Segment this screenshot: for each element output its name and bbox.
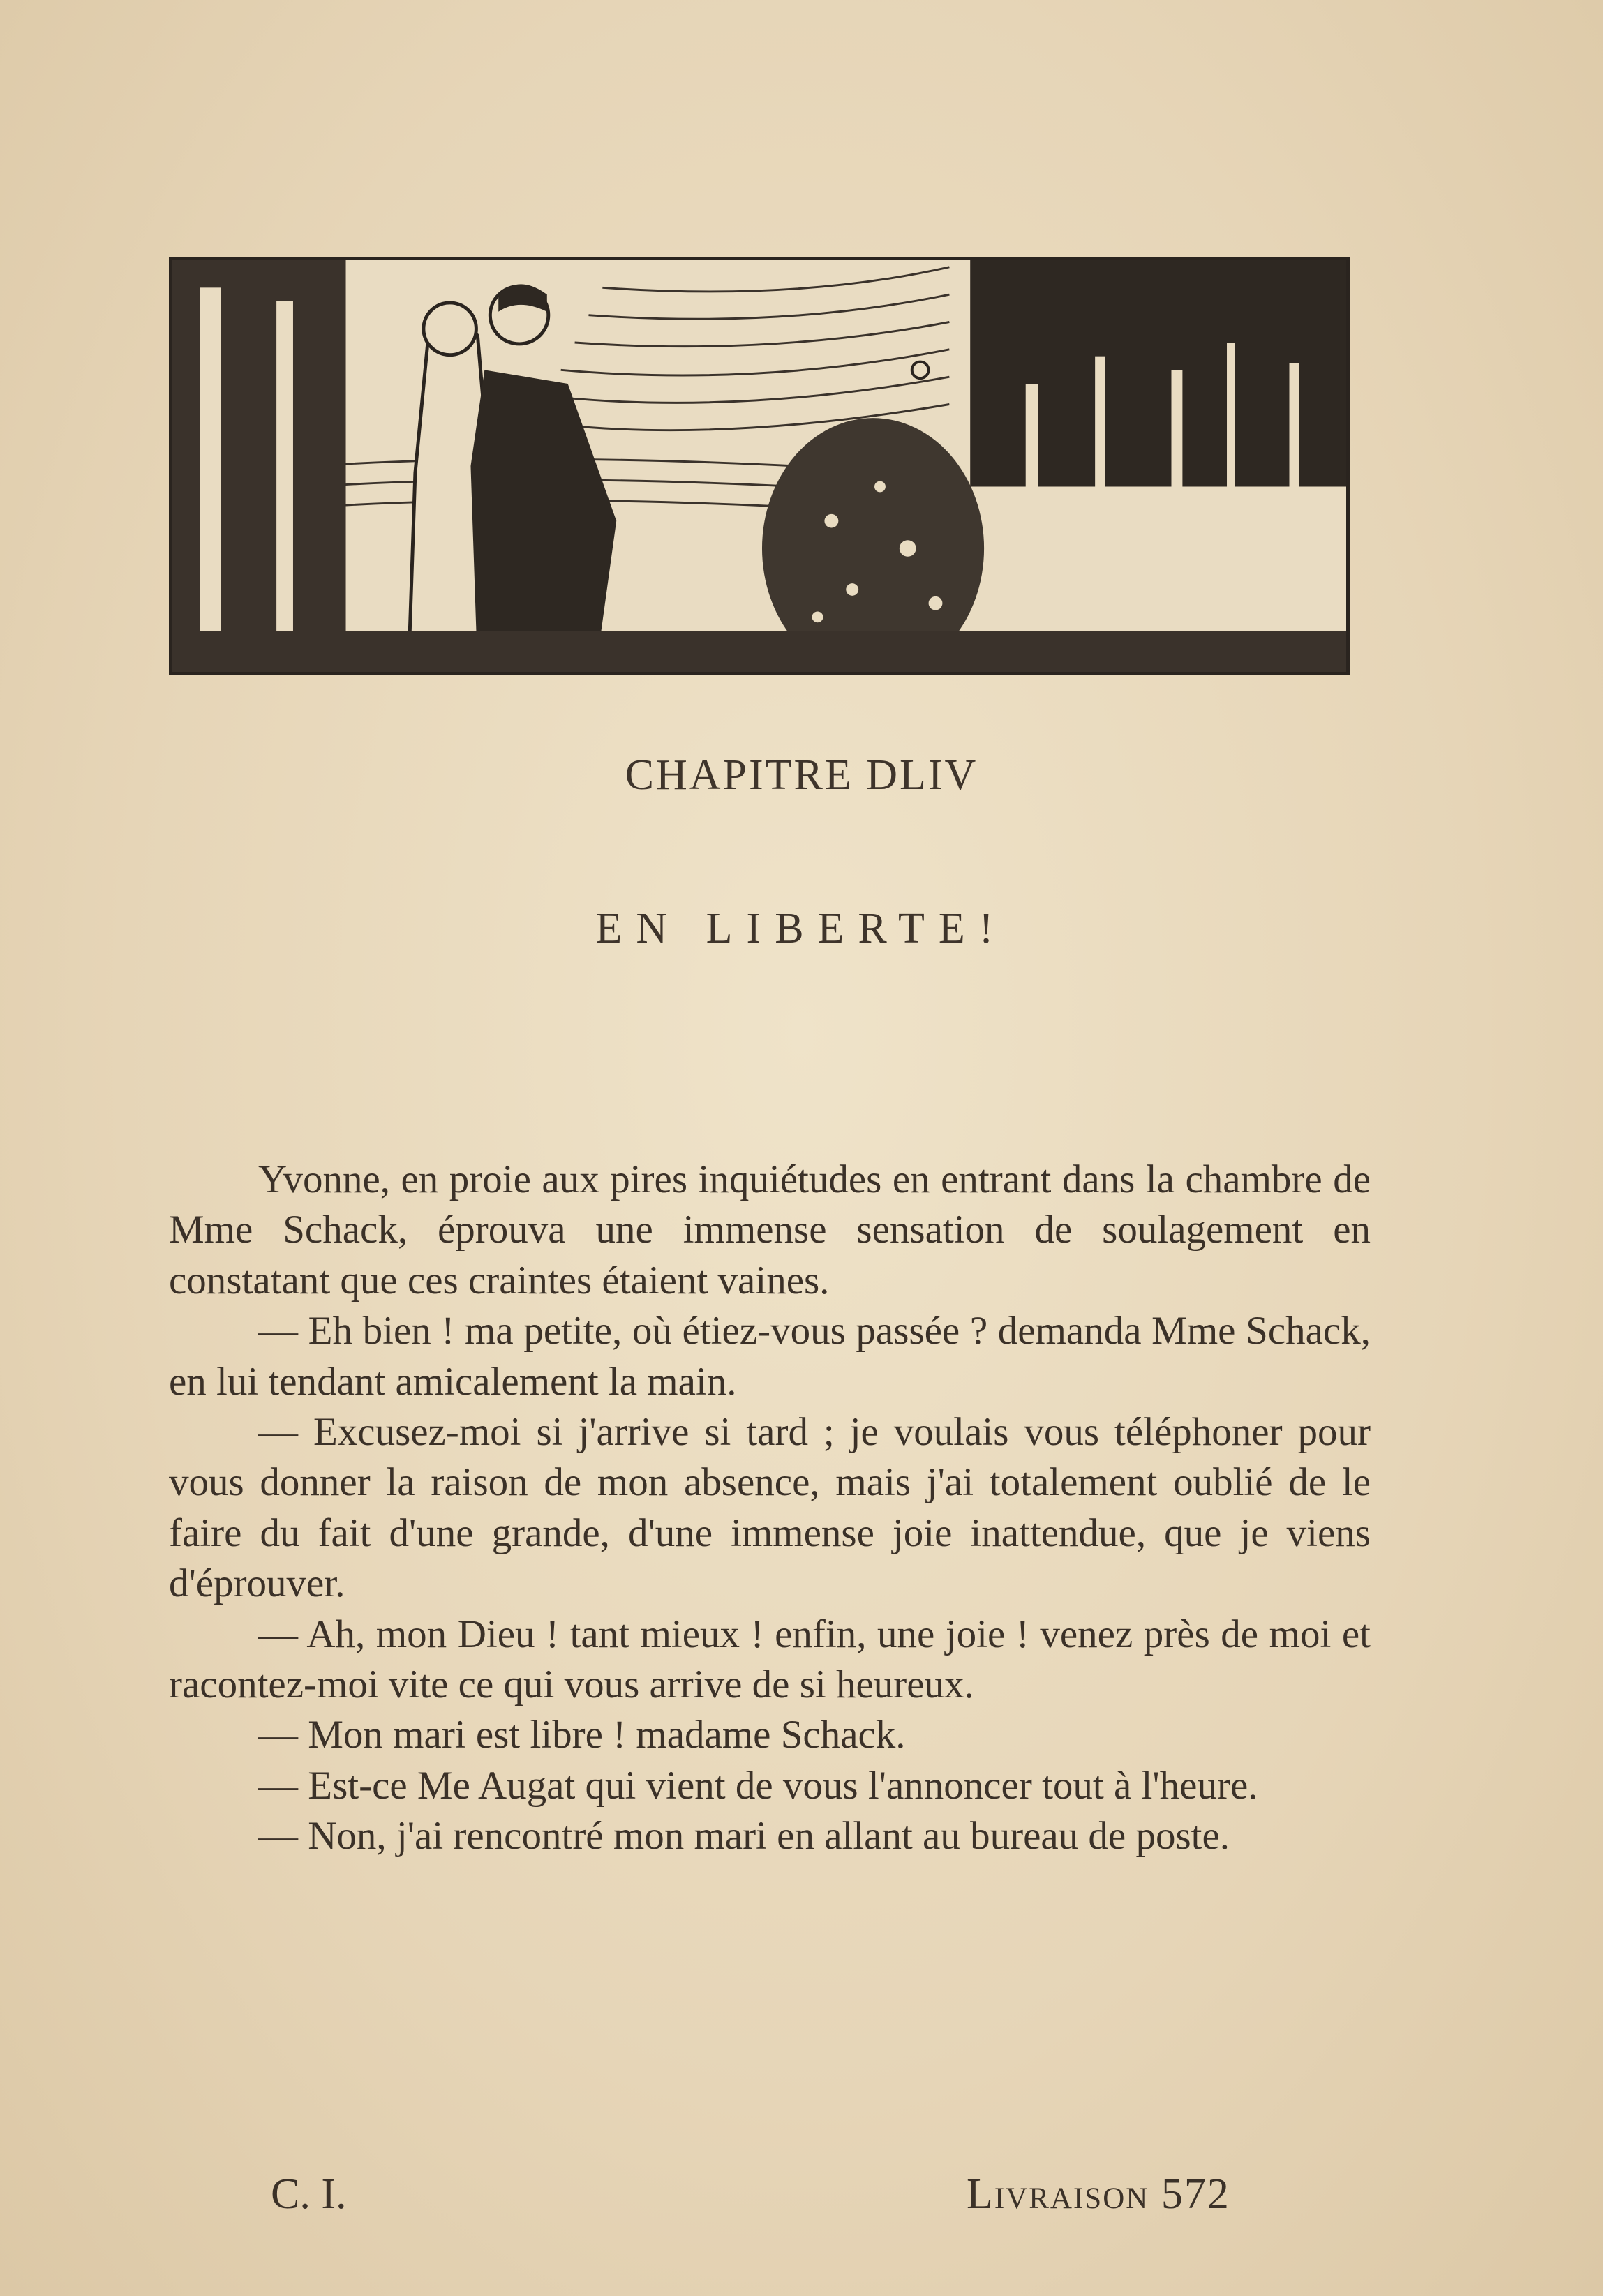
paragraph: — Eh bien ! ma petite, où étiez-vous passée ? demanda Mme Schack, en lui tendant amicalement la main.: [169, 1309, 1371, 1404]
paragraph: — Mon mari est libre ! madame Schack.: [258, 1713, 906, 1757]
paragraph: — Non, j'ai rencontré mon mari en allant au bureau de poste.: [258, 1814, 1230, 1859]
paragraph: Yvonne, en proie aux pires inquiétudes en entrant dans la chambre de Mme Schack, éprouva une immense sensation de soulagement en constatant que ces craintes étaient vaines.: [169, 1157, 1371, 1303]
footer-signature: C. I.: [271, 2170, 347, 2218]
paragraph: — Est-ce Me Augat qui vient de vous l'annoncer tout à l'heure.: [258, 1763, 1258, 1808]
chapter-header-illustration: [169, 257, 1350, 675]
chapter-body: [169, 1155, 1371, 1862]
engraving-couple-in-landscape: [172, 260, 1346, 672]
paragraph: — Ah, mon Dieu ! tant mieux ! enfin, une joie ! venez près de moi et racontez-moi vite ce qui vous arrive de si heureux.: [169, 1612, 1371, 1707]
footer-installment-number: Livraison 572: [967, 2170, 1230, 2218]
chapter-number-heading: CHAPITRE DLIV: [625, 751, 978, 799]
paragraph: — Excusez-moi si j'arrive si tard ; je voulais vous téléphoner pour vous donner la raison de mon absence, mais j'ai totalement oublié de le faire du fait d'une grande, d'une immense joie inattendue, que je viens d'éprouver.: [169, 1410, 1371, 1606]
chapter-title: EN LIBERTE!: [595, 905, 1008, 952]
page-footer: [0, 2170, 1603, 2226]
